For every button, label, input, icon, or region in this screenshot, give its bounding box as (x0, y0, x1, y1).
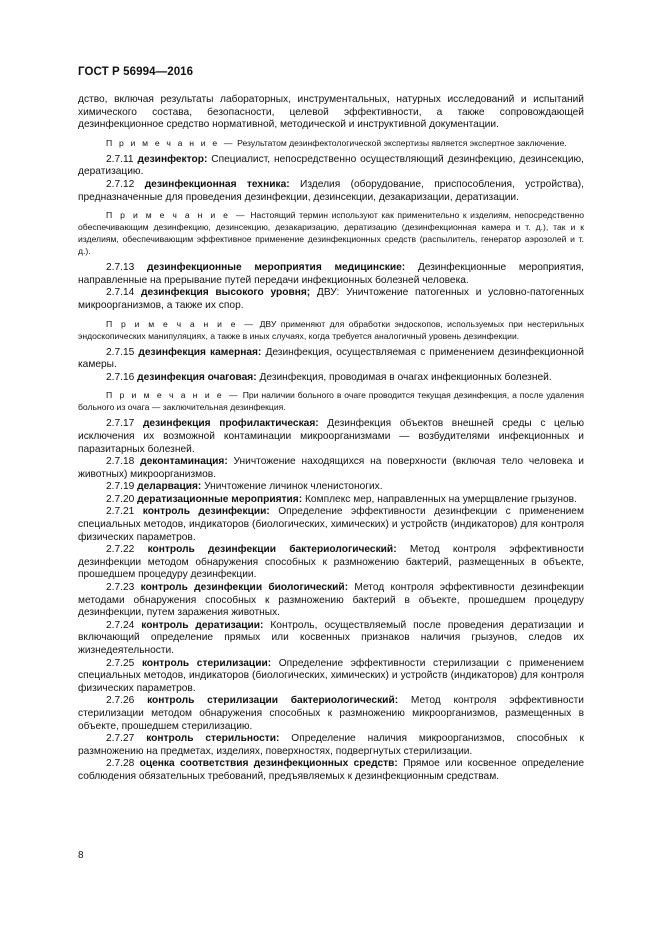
document-body (78, 94, 584, 784)
term-number: 2.7.28 (106, 758, 135, 770)
term-definition: Дезинфекция объектов внешней среды с целью исключения их возможной контаминации микроорганизмами — возбудителями инфекционных и паразитарных болезней. (78, 418, 584, 455)
term-name: дезинфекция высокого уровня; (141, 287, 311, 299)
term-definition: Специалист, непосредственно осуществляющий дезинфекцию, дезинсекцию, дератизацию. (78, 153, 584, 178)
document-header: ГОСТ Р 56994—2016 (78, 66, 194, 78)
term-entry (78, 544, 584, 582)
term-definition: Метод контроля эффективности дезинфекции методом обнаружения способных к размножению бактерий, размещенных в объекте, прошедшем процедуру дезинфекции. (78, 544, 584, 581)
term-number: 2.7.26 (106, 695, 135, 707)
note-label: П р и м е ч а н и е — (106, 137, 235, 148)
term-number: 2.7.11 (106, 153, 134, 165)
term-number: 2.7.20 (106, 493, 135, 505)
term-number: 2.7.22 (106, 544, 135, 556)
term-name: контроль дезинфекции: (142, 506, 270, 518)
term-definition: Изделия (оборудование, приспособления, устройства), предназначенные для проведения дезинфекции, дезинсекции, дезакаризации, дератизации. (78, 178, 584, 203)
note-label: П р и м е ч а н и е — (106, 318, 256, 329)
page-number: 8 (78, 850, 84, 861)
term-name: дезинфекция профилактическая: (142, 418, 319, 430)
note-text: Результатом дезинфектологической экспертизы является экспертное заключение. (237, 137, 567, 148)
term-number: 2.7.13 (106, 262, 135, 274)
term-entry (78, 481, 584, 494)
note-text: Настоящий термин используют как применительно к изделиям, непосредственно обеспечивающим дезинфекцию, дезинсекцию, дезакаризацию, дератизацию (дезинфекционная камера и т. д.), так и к изделиям, обеспечивающим эффективное применение дезинфекционных средств (распылитель, генератор аэрозолей и т. д.). (78, 210, 584, 257)
term-name: дезинфектор: (137, 153, 208, 165)
term-name: дезинфекционные мероприятия медицинские: (147, 262, 406, 274)
term-number: 2.7.16 (106, 371, 135, 383)
term-entry (78, 154, 584, 179)
term-name: дезинфекция очаговая: (137, 371, 257, 383)
intro-note (78, 137, 584, 149)
note-text: При наличии больного в очаге проводится текущая дезинфекция, а после удаления больного из очага — заключительная дезинфекция. (78, 390, 584, 413)
term-note (78, 318, 584, 342)
term-definition: Уничтожение находящихся на поверхности (включая тело человека и животных) микроорганизмов. (78, 456, 584, 480)
term-definition: ДВУ: Уничтожение патогенных и условно-патогенных микроорганизмов, а также их спор. (78, 287, 584, 311)
term-entry (78, 456, 584, 481)
note-label: П р и м е ч а н и е — (106, 210, 247, 221)
term-number: 2.7.27 (106, 733, 135, 745)
term-note (78, 389, 584, 413)
term-name: дезинфекционная техника: (144, 178, 290, 190)
term-definition: Определение наличия микроорганизмов, способных к размножению на предметах, изделиях, поверхностях, подвергнутых стерилизации. (78, 733, 584, 757)
term-definition: Определение эффективности дезинфекции с применением специальных методов, индикаторов (биологических, химических) и устройств (индикаторов) для контроля физических параметров. (78, 506, 584, 543)
term-entry (78, 347, 584, 372)
term-entry (78, 494, 584, 507)
term-definition: Прямое или косвенное определение соблюдения обязательных требований, предъявляемых к дезинфекционным средствам. (78, 758, 584, 782)
term-definition: Метод контроля эффективности стерилизации методом обнаружения способных к размножению микроорганизмов, размещенных в объекте, прошедшем стерилизацию. (78, 695, 584, 732)
term-name: дезинфекция камерная: (138, 346, 262, 358)
term-name: контроль дератизации: (141, 619, 264, 631)
term-entry (78, 658, 584, 696)
term-definition: Определение эффективности стерилизации с применением специальных методов, индикаторов (биологических, химических) и устройств (индикаторов) для контроля физических параметров. (78, 657, 584, 694)
term-definition: Уничтожение личинок членистоногих. (204, 481, 383, 493)
term-name: контроль стерильности: (146, 733, 280, 745)
term-entry (78, 733, 584, 758)
term-name: дератизационные мероприятия: (137, 493, 303, 505)
note-text: ДВУ применяют для обработки эндоскопов, используемых при нестерильных эндоскопических манипуляциях, а также в иных случаях, когда требуется аналогичный уровень дезинфекции. (78, 318, 585, 341)
term-name: оценка соответствия дезинфекционных средств: (139, 758, 398, 770)
term-definition: Контроль, осуществляемый после проведения дератизации и включающий определение прямых или косвенных признаков наличия грызунов, следов их жизнедеятельности. (78, 619, 584, 656)
term-name: контроль стерилизации: (141, 657, 272, 669)
term-number: 2.7.14 (106, 287, 135, 299)
term-entry (78, 287, 584, 312)
term-number: 2.7.12 (106, 178, 135, 190)
term-entries (78, 154, 584, 784)
term-entry (78, 695, 584, 733)
term-entry (78, 582, 584, 620)
term-definition: Комплекс мер, направленных на умерщвление грызунов. (304, 493, 577, 505)
term-definition: Метод контроля эффективности дезинфекции методами обнаружения способных к размножению бактерий в объекте, прошедшем процедуру дезинфекции, путем заражения животных. (78, 582, 584, 619)
term-name: контроль стерилизации бактериологический: (147, 695, 399, 707)
term-name: контроль дезинфекции бактериологический: (147, 544, 397, 556)
term-entry (78, 506, 584, 544)
term-name: деларвация: (137, 481, 202, 493)
term-entry (78, 262, 584, 287)
term-number: 2.7.18 (106, 456, 135, 468)
term-name: контроль дезинфекции биологический: (140, 582, 349, 594)
term-entry (78, 758, 584, 783)
term-entry (78, 372, 584, 385)
term-number: 2.7.25 (106, 657, 135, 669)
intro-paragraph: дство, включая результаты лабораторных, инструментальных, натурных исследований и испытаний химического состава, безопасности, целевой эффективности, а также сопровождающей дезинфекционное средство нормативной, методической и инструктивной документации. (78, 94, 584, 131)
term-definition: Дезинфекция, осуществляемая с применением дезинфекционной камеры. (78, 346, 584, 371)
term-number: 2.7.15 (106, 346, 135, 358)
term-number: 2.7.24 (106, 619, 135, 631)
term-name: деконтаминация: (140, 456, 228, 468)
term-definition: Дезинфекционные мероприятия, направленные на прерывание путей передачи инфекционных болезней человека. (78, 262, 584, 286)
term-definition: Дезинфекция, проводимая в очагах инфекционных болезней. (259, 371, 552, 383)
term-entry (78, 418, 584, 456)
term-number: 2.7.17 (106, 418, 135, 430)
note-label: П р и м е ч а н и е — (106, 390, 240, 401)
term-number: 2.7.19 (106, 481, 135, 493)
term-number: 2.7.21 (106, 506, 135, 518)
term-note (78, 209, 584, 257)
term-entry (78, 179, 584, 204)
term-entry (78, 620, 584, 658)
term-number: 2.7.23 (106, 582, 135, 594)
